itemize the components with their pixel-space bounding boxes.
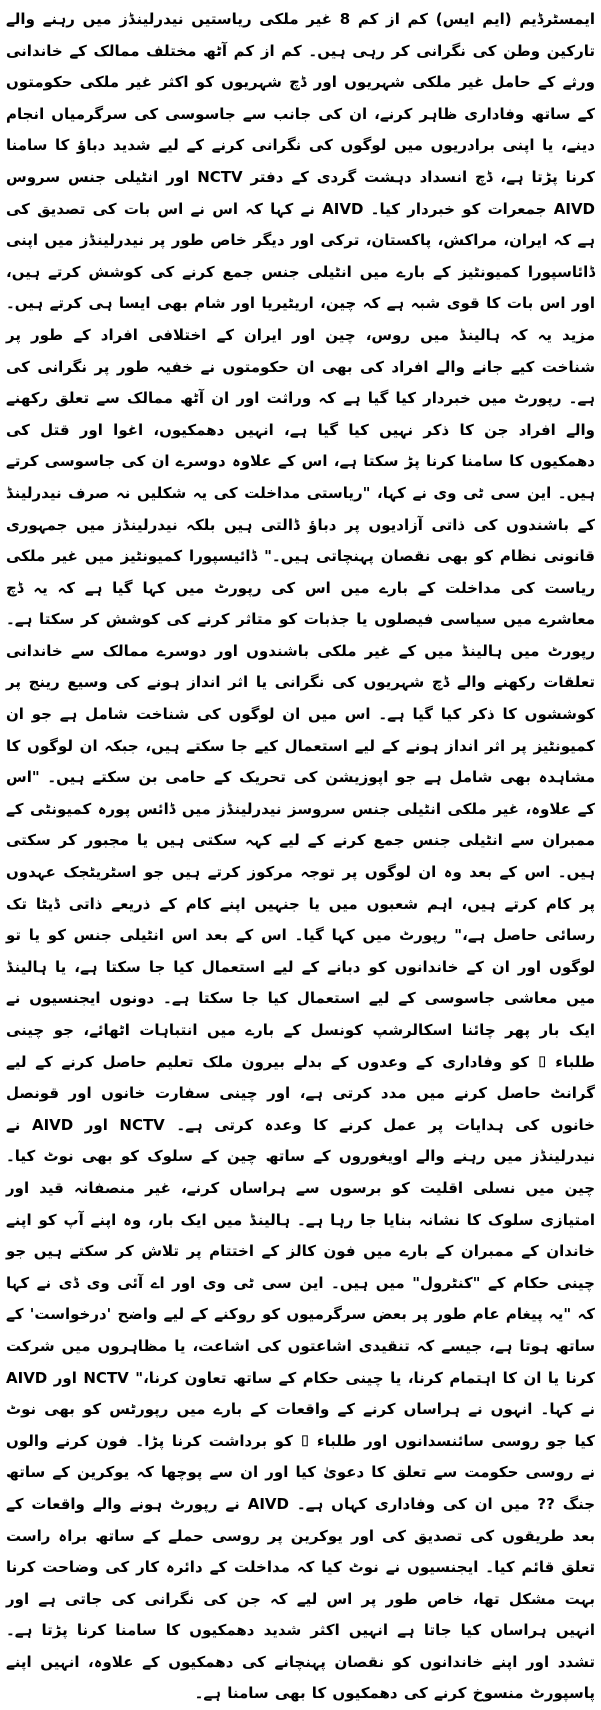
article-body: ایمسٹرڈیم (ایم ایس) کم از کم 8 غیر ملکی ریاستیں نیدرلینڈز میں رہنے والے تارکین وطن کی نگرانی کر رہی ہیں۔ کم از کم آٹھ مختلف ممالک کے خاندانی ورثے کے حامل غیر ملکی شہریوں اور ڈچ شہریوں کو اکثر غیر ملکی حکومتوں کے ساتھ وفاداری ظاہر کرنے، ان کی جانب سے جاسوسی کی سرگرمیاں انجام دینے، یا اپنی برادریوں میں لوگوں کی نگرانی کرنے کے لیے شدید دباؤ کا سامنا کرنا پڑتا ہے، ڈچ انسداد دہشت گردی کے دفتر NCTV اور انٹیلی جنس سروس AIVD جمعرات کو خبردار کیا۔ AIVD نے کہا کہ اس نے اس بات کی تصدیق کی ہے کہ ایران، مراکش، پاکستان، ترکی اور دیگر خاص طور پر نیدرلینڈز میں اپنی ڈائاسپورا کمیونٹیز کے بارے میں انٹیلی جنس جمع کرنے کی کوشش کرتے ہیں، اور اس بات کا قوی شبہ ہے کہ چین، اریٹیریا اور شام بھی ایسا ہی کرتے ہیں۔ مزید یہ کہ ہالینڈ میں روس، چین اور ایران کے اختلافی افراد کے طور پر شناخت کیے جانے والے افراد کی بھی ان حکومتوں نے خفیہ طور پر نگرانی کی ہے۔ رپورٹ میں خبردار کیا گیا ہے کہ وراثت اور ان آٹھ ممالک سے تعلق رکھنے والے افراد جن کا ذکر نہیں کیا گیا ہے، انہیں دھمکیوں، اغوا اور قتل کی دھمکیوں کا سامنا کرنا پڑ سکتا ہے، اس کے علاوہ دوسرے ان کی جاسوسی کرتے ہیں۔ این سی ٹی وی نے کہا، "ریاستی مداخلت کی یہ شکلیں نہ صرف نیدرلینڈ کے باشندوں کی ذاتی آزادیوں پر دباؤ ڈالتی ہیں بلکہ نیدرلینڈز میں جمہوری قانونی نظام کو بھی نقصان پہنچاتی ہیں۔" ڈائیسپورا کمیونٹیز میں غیر ملکی ریاست کی مداخلت کے بارے میں اس کی رپورٹ میں کہا گیا ہے کہ یہ ڈچ معاشرے میں سیاسی فیصلوں یا جذبات کو متاثر کرنے کی کوشش کر سکتا ہے۔ رپورٹ میں ہالینڈ میں کے غیر ملکی باشندوں اور دوسرے ممالک سے خاندانی تعلقات رکھنے والے ڈچ شہریوں کی نگرانی یا اثر انداز ہونے کی وسیع رینج پر کوششوں کا ذکر کیا گیا ہے۔ اس میں ان لوگوں کی شناخت شامل ہے جو ان کمیونٹیز پر اثر انداز ہونے کے لیے استعمال کیے جا سکتے ہیں، جبکہ ان لوگوں کا مشاہدہ بھی شامل ہے جو اپوزیشن کی تحریک کے حامی بن سکتے ہیں۔ "اس کے علاوہ، غیر ملکی انٹیلی جنس سروسز نیدرلینڈز میں ڈائس پورہ کمیونٹی کے ممبران سے انٹیلی جنس جمع کرنے کے لیے کہہ سکتی ہیں یا مجبور کر سکتی ہیں۔ اس کے بعد وہ ان لوگوں پر توجہ مرکوز کرتے ہیں جو اسٹریٹجک عہدوں پر کام کرتے ہیں، اہم شعبوں میں یا جنہیں اپنے کام کے ذریعے ذاتی ڈیٹا تک رسائی حاصل ہے،" رپورٹ میں کہا گیا۔ اس کے بعد اس انٹیلی جنس کو یا تو لوگوں اور ان کے خاندانوں کو دبانے کے لیے استعمال کیا جا سکتا ہے، یا ہالینڈ میں معاشی جاسوسی کے لیے استعمال کیا جا سکتا ہے۔ دونوں ایجنسیوں نے ایک بار پھر چائنا اسکالرشپ کونسل کے بارے میں انتباہات اٹھائے، جو چینی طلباء ⌷ کو وفاداری کے وعدوں کے بدلے بیرون ملک تعلیم حاصل کرنے کے لیے گرانٹ حاصل کرنے میں مدد کرتی ہے، اور چینی سفارت خانوں اور قونصل خانوں کی ہدایات پر عمل کرنے کا وعدہ کرتی ہے۔ NCTV اور AIVD نے نیدرلینڈز میں رہنے والے اویغوروں کے ساتھ چین کے سلوک کو بھی نوٹ کیا۔ چین میں نسلی اقلیت کو برسوں سے ہراساں کرنے، غیر منصفانہ قید اور امتیازی سلوک کا نشانہ بنایا جا رہا ہے۔ ہالینڈ میں ایک بار، وہ اپنے آپ کو اپنے خاندان کے ممبران کے بارے میں فون کالز کے اختتام پر تلاش کر سکتے ہیں جو چینی حکام کے "کنٹرول" میں ہیں۔ این سی ٹی وی اور اے آئی وی ڈی نے کہا کہ "یہ پیغام عام طور پر بعض سرگرمیوں کو روکنے کے لیے واضح 'درخواست' کے ساتھ ہوتا ہے، جیسے کہ تنقیدی اشاعتوں کی اشاعت، یا مظاہروں میں شرکت کرنا یا ان کا اہتمام کرنا، یا چینی حکام کے ساتھ تعاون کرنا،" NCTV اور AIVD نے کہا۔ انہوں نے ہراساں کرنے کے واقعات کے بارے میں رپورٹس کو بھی نوٹ کیا جو روسی سائنسدانوں اور طلباء ⌷ کو برداشت کرنا پڑا۔ فون کرنے والوں نے روسی حکومت سے تعلق کا دعویٰ کیا اور ان سے پوچھا کہ یوکرین کے ساتھ جنگ ?? میں ان کی وفاداری کہاں ہے۔ AIVD نے رپورٹ ہونے والے واقعات کے بعد طریقوں کی تصدیق کی اور یوکرین پر روسی حملے کے ساتھ براہ راست تعلق قائم کیا۔ ایجنسیوں نے نوٹ کیا کہ مداخلت کے دائرہ کار کی وضاحت کرنا بہت مشکل تھا، خاص طور پر اس لیے کہ جن کی نگرانی کی جاتی ہے اور انہیں ہراساں کیا جاتا ہے انہیں اکثر شدید دھمکیوں کا سامنا کرنا پڑتا ہے۔ تشدد اور اپنے خاندانوں کو نقصان پہنچانے کی دھمکیوں کے علاوہ، انہیں اپنے پاسپورٹ منسوخ کرنے کی دھمکیوں کا بھی سامنا ہے۔ — [6, 10, 596, 1703]
